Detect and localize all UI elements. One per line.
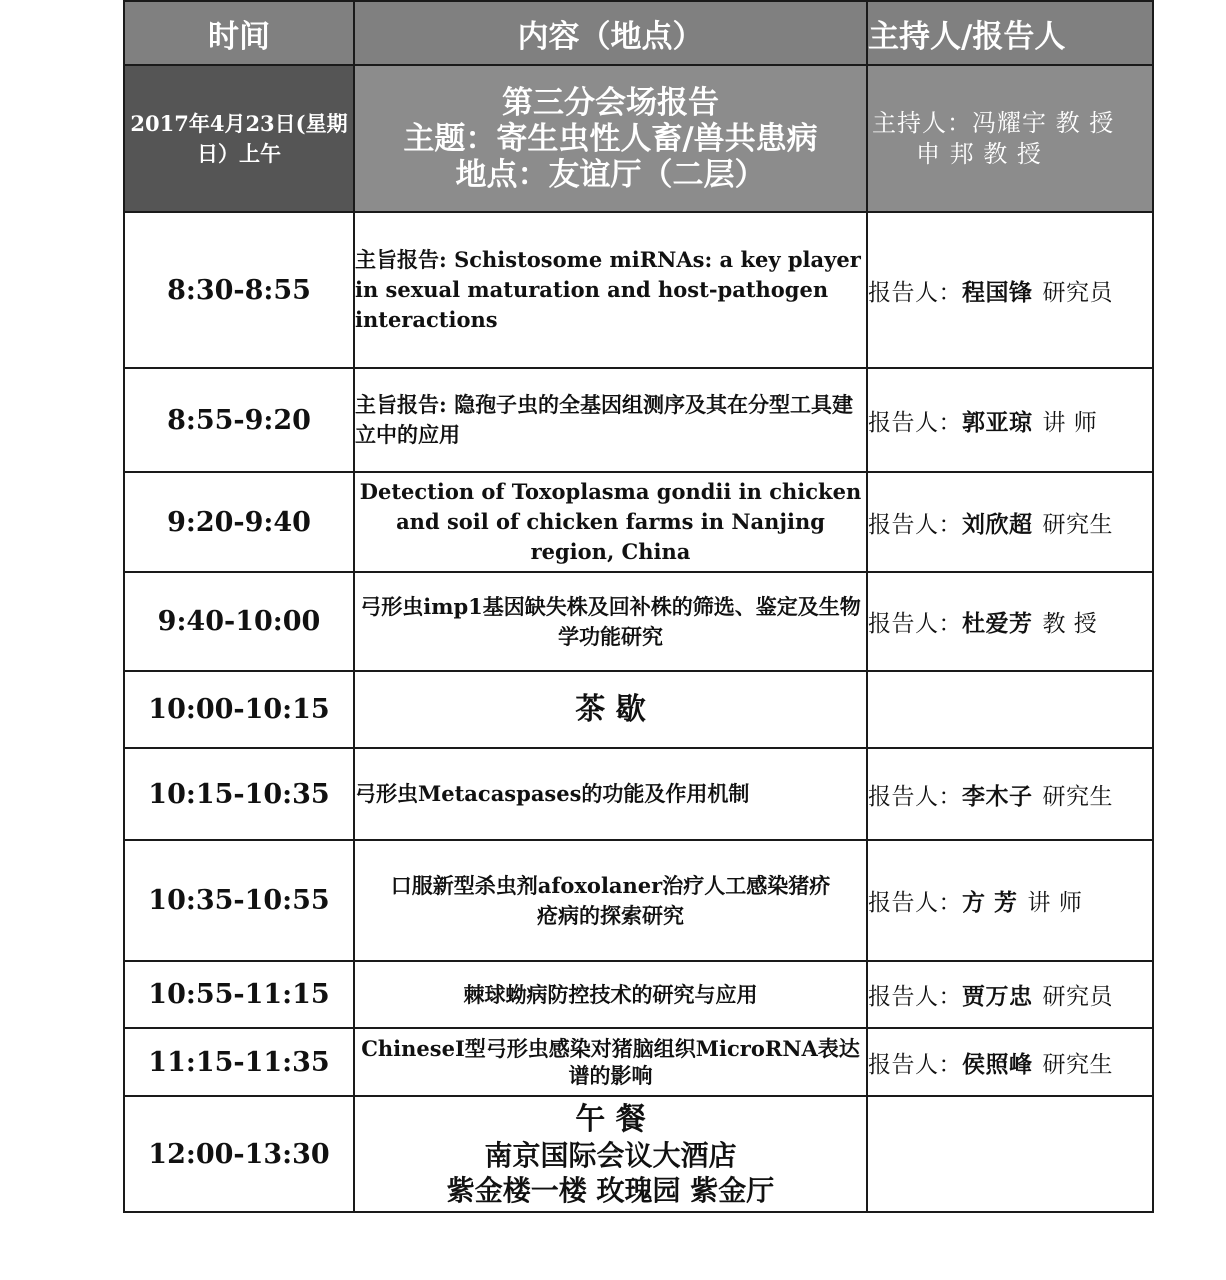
speaker-label: 报告人：	[868, 611, 962, 637]
row-topic: ChineseⅠ型弓形虫感染对猪脑组织MicroRNA表达谱的影响	[354, 1028, 867, 1096]
speaker-title: 研究员	[1042, 984, 1113, 1010]
header-host: 主持人/报告人	[867, 1, 1153, 65]
speaker-title: 研究生	[1042, 1051, 1113, 1078]
header-row	[124, 1, 1153, 65]
speaker-label: 报告人：	[868, 279, 962, 306]
session-theme: 主题：寄生虫性人畜/兽共患病	[403, 120, 818, 157]
table-row	[124, 472, 1153, 572]
speaker-label: 报告人：	[868, 511, 962, 538]
speaker-name: 杜爱芳	[962, 611, 1033, 637]
session-row	[124, 65, 1153, 212]
session-venue: 地点：友谊厅（二层）	[455, 156, 766, 193]
speaker-label: 报告人：	[868, 890, 962, 916]
row-topic: 口服新型杀虫剂afoxolaner治疗人工感染猪疥疮病的探索研究	[354, 840, 867, 961]
host-line-2: 申 邦 教 授	[916, 139, 1042, 168]
session-date: 2017年4月23日(星期日）上午	[124, 65, 354, 212]
table-row	[124, 748, 1153, 840]
row-speaker	[867, 840, 1153, 961]
row-speaker	[867, 212, 1153, 368]
speaker-title: 研究员	[1042, 279, 1113, 306]
session-hosts	[867, 65, 1153, 212]
lunch-place-1: 南京国际会议大酒店	[484, 1138, 737, 1172]
row-speaker	[867, 1028, 1153, 1096]
session-title: 第三分会场报告	[502, 84, 719, 121]
row-speaker	[867, 572, 1153, 671]
speaker-title: 讲 师	[1027, 890, 1083, 916]
table-row	[124, 671, 1153, 748]
speaker-label: 报告人：	[868, 409, 962, 436]
row-speaker	[867, 472, 1153, 572]
row-topic: Detection of Toxoplasma gondii in chicken and soil of chicken farms in Nanjing region, China	[354, 472, 867, 572]
break-label: 茶 歇	[354, 671, 867, 748]
row-time: 10:35-10:55	[124, 840, 354, 961]
row-topic: 主旨报告: 隐孢子虫的全基因组测序及其在分型工具建立中的应用	[354, 368, 867, 472]
row-speaker-empty	[867, 1096, 1153, 1212]
speaker-title: 讲 师	[1042, 409, 1098, 436]
schedule-table	[123, 0, 1154, 1213]
speaker-name: 程国锋	[962, 279, 1033, 306]
row-topic: 弓形虫Metacaspases的功能及作用机制	[354, 748, 867, 840]
speaker-title: 研究生	[1042, 511, 1113, 538]
host-line-1: 主持人：冯耀宇 教 授	[872, 108, 1115, 137]
row-time: 8:30-8:55	[124, 212, 354, 368]
session-info	[354, 65, 867, 212]
table-row	[124, 1096, 1153, 1212]
lunch-place-2: 紫金楼一楼 玫瑰园 紫金厅	[446, 1173, 775, 1207]
lunch-title: 午 餐	[575, 1101, 646, 1137]
speaker-name: 郭亚琼	[962, 409, 1033, 436]
row-speaker-empty	[867, 671, 1153, 748]
row-time: 12:00-13:30	[124, 1096, 354, 1212]
row-time: 9:40-10:00	[124, 572, 354, 671]
table-row	[124, 572, 1153, 671]
row-speaker	[867, 961, 1153, 1028]
speaker-name: 侯照峰	[962, 1051, 1033, 1078]
speaker-name: 李木子	[962, 783, 1033, 810]
row-time: 9:20-9:40	[124, 472, 354, 572]
table-row	[124, 840, 1153, 961]
lunch-info	[354, 1096, 867, 1212]
row-time: 8:55-9:20	[124, 368, 354, 472]
row-time: 10:55-11:15	[124, 961, 354, 1028]
speaker-label: 报告人：	[868, 783, 962, 810]
row-topic: 棘球蚴病防控技术的研究与应用	[354, 961, 867, 1028]
speaker-label: 报告人：	[868, 1051, 962, 1078]
header-time: 时间	[124, 1, 354, 65]
row-topic: 弓形虫imp1基因缺失株及回补株的筛选、鉴定及生物学功能研究	[354, 572, 867, 671]
header-content: 内容（地点）	[354, 1, 867, 65]
speaker-name: 刘欣超	[962, 511, 1033, 538]
table-row	[124, 212, 1153, 368]
row-time: 10:00-10:15	[124, 671, 354, 748]
table-row	[124, 961, 1153, 1028]
row-speaker	[867, 748, 1153, 840]
row-topic: 主旨报告: Schistosome miRNAs: a key player in sexual maturation and host-pathogen interactions	[354, 212, 867, 368]
speaker-name: 方 芳	[962, 890, 1018, 916]
speaker-label: 报告人：	[868, 984, 962, 1010]
table-row	[124, 368, 1153, 472]
speaker-title: 研究生	[1042, 783, 1113, 810]
speaker-title: 教 授	[1042, 611, 1098, 637]
row-time: 10:15-10:35	[124, 748, 354, 840]
speaker-name: 贾万忠	[962, 984, 1033, 1010]
row-speaker	[867, 368, 1153, 472]
row-time: 11:15-11:35	[124, 1028, 354, 1096]
table-row	[124, 1028, 1153, 1096]
